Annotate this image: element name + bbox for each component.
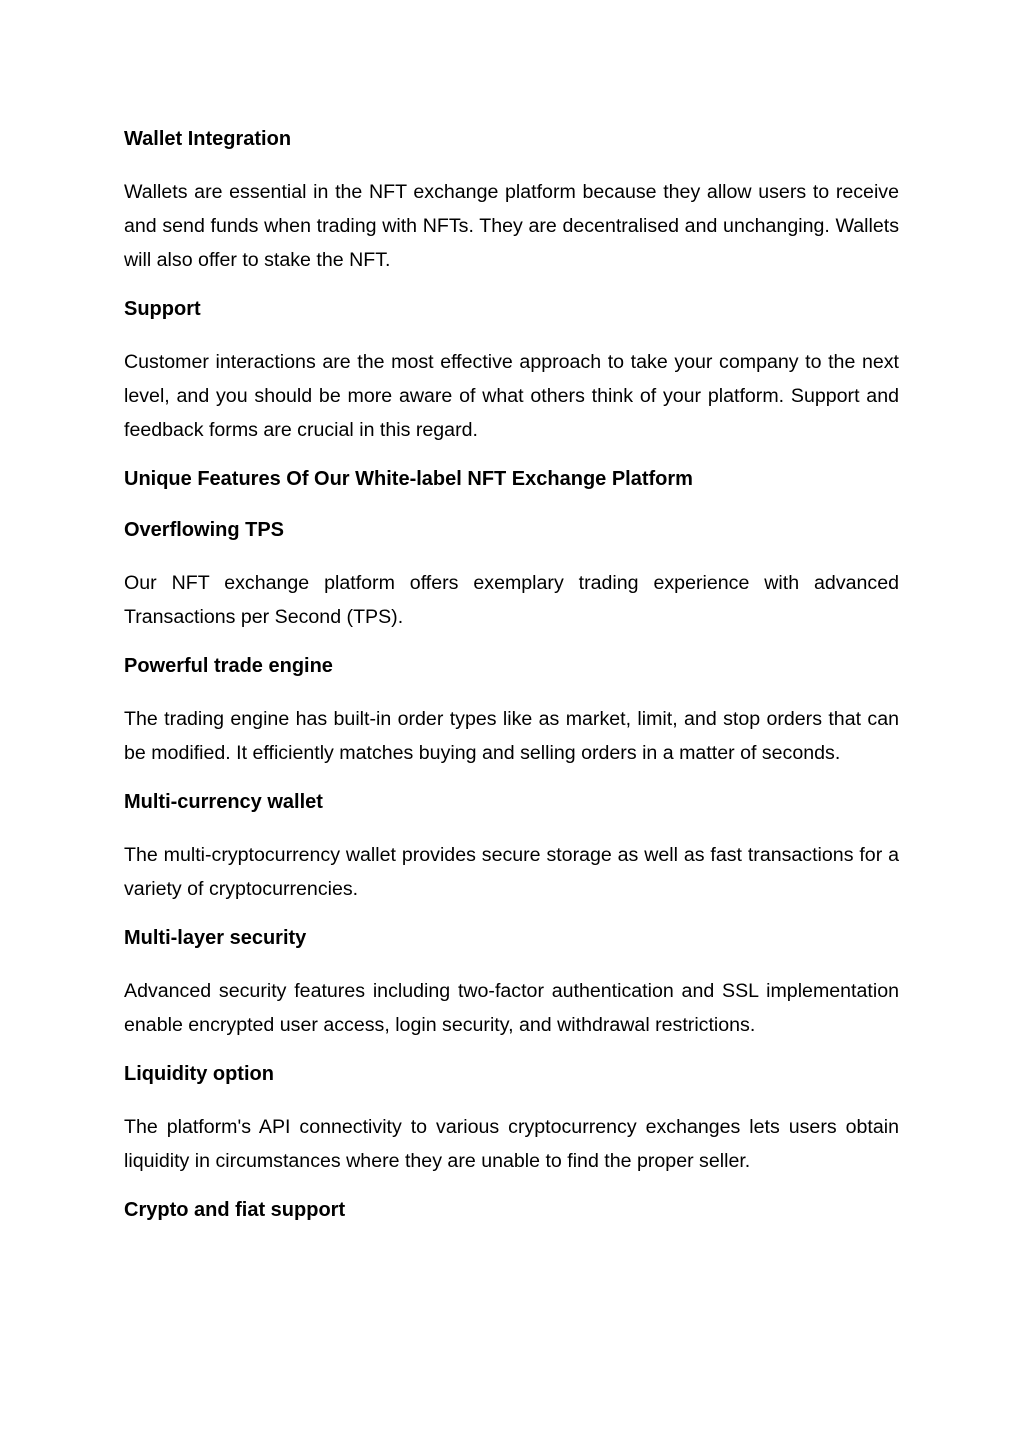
section-text-liquidity-option: The platform's API connectivity to various cryptocurrency exchanges lets users obtain liquidity in circumstances where they are unable to find the proper seller.	[124, 1116, 899, 1172]
section-text-trade-engine: The trading engine has built-in order types like as market, limit, and stop orders that can be modified. It efficiently matches buying and selling orders in a matter of seconds.	[124, 708, 899, 764]
document-page	[124, 124, 899, 1246]
section-heading-overflowing-tps: Overflowing TPS	[124, 519, 285, 541]
section-heading-unique-features: Unique Features Of Our White-label NFT Exchange Platform	[124, 468, 693, 490]
section-heading-wallet-integration: Wallet Integration	[124, 128, 292, 150]
section-heading-trade-engine: Powerful trade engine	[124, 655, 333, 677]
section-heading-support: Support	[124, 298, 201, 320]
section-heading-multi-currency-wallet: Multi-currency wallet	[124, 791, 323, 813]
section-text-support: Customer interactions are the most effective approach to take your company to the next level, and you should be more aware of what others think of your platform. Support and feedback forms are crucial in this regard.	[124, 351, 899, 441]
section-text-wallet-integration: Wallets are essential in the NFT exchange platform because they allow users to receive and send funds when trading with NFTs. They are decentralised and unchanging. Wallets will also offer to stake the NFT.	[124, 181, 899, 271]
section-heading-crypto-fiat-support: Crypto and fiat support	[124, 1199, 346, 1221]
section-heading-multi-layer-security: Multi-layer security	[124, 927, 307, 949]
section-text-multi-layer-security: Advanced security features including two-factor authentication and SSL implementation enable encrypted user access, login security, and withdrawal restrictions.	[124, 980, 899, 1036]
section-text-multi-currency-wallet: The multi-cryptocurrency wallet provides secure storage as well as fast transactions for a variety of cryptocurrencies.	[124, 844, 899, 900]
section-heading-liquidity-option: Liquidity option	[124, 1063, 274, 1085]
section-text-overflowing-tps: Our NFT exchange platform offers exemplary trading experience with advanced Transactions per Second (TPS).	[124, 572, 899, 628]
